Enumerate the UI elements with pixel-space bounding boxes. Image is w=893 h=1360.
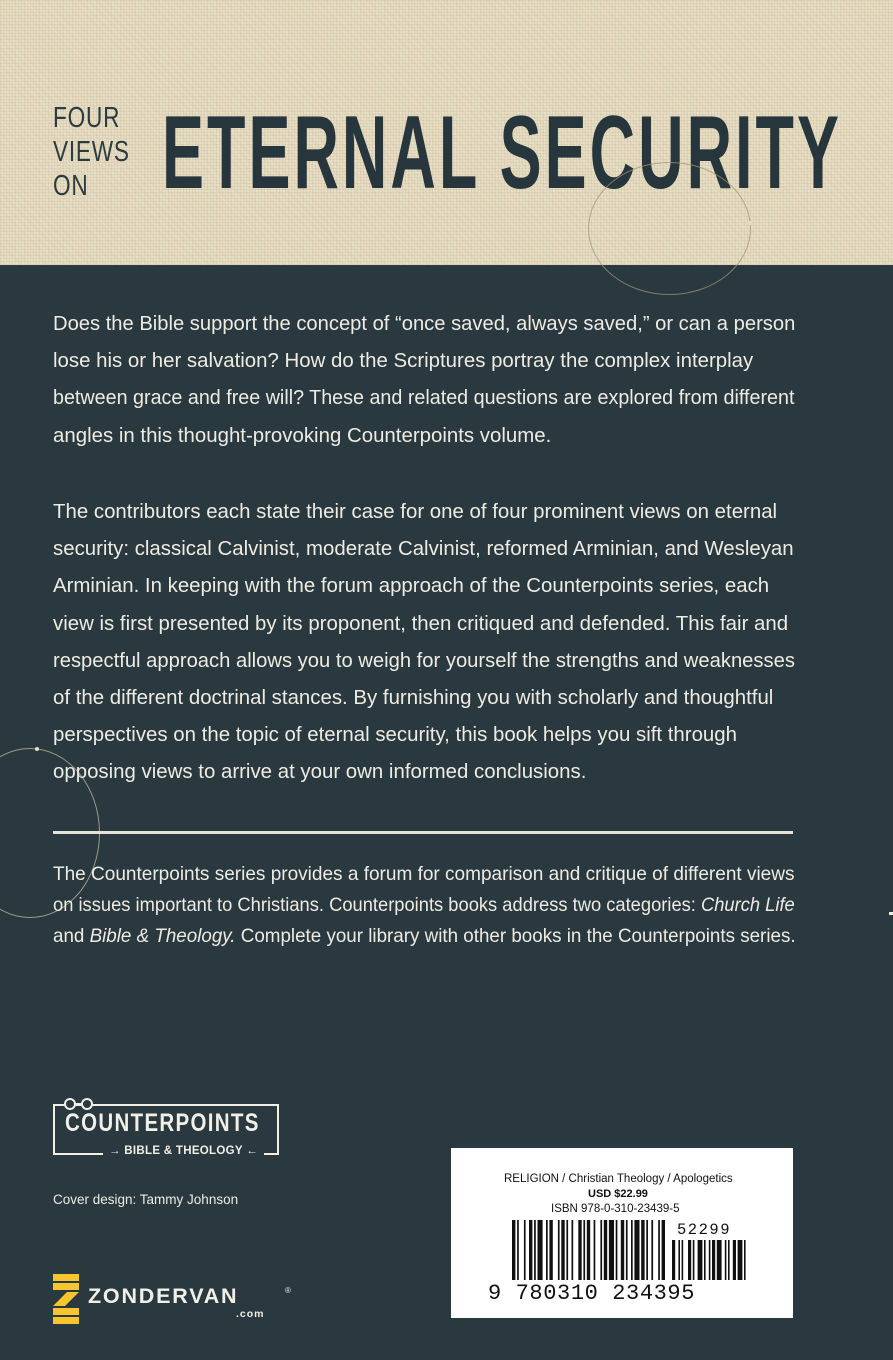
- barcode-bar: [561, 1220, 564, 1280]
- counterpoints-category: [103, 1145, 264, 1157]
- price: USD $22.99: [588, 1188, 648, 1200]
- text-line: Arminian. In keeping with the forum approach of the Counterpoints series, each: [53, 574, 770, 598]
- book-title: ETERNAL SECURITY: [162, 95, 843, 211]
- barcode-bar: [646, 1220, 648, 1280]
- text-line: view is first presented by its proponent, then critiqued and defended. This fair and: [53, 611, 789, 635]
- ean-number: 9 780310 234395: [488, 1281, 696, 1306]
- zondervan-logo: [53, 1274, 293, 1324]
- barcode-panel: [451, 1148, 793, 1318]
- barcode-bar: [566, 1220, 568, 1280]
- barcode-bar: [512, 1220, 515, 1280]
- text-line: opposing views to arrive at your own informed conclusions.: [53, 760, 587, 784]
- divider-rule: [53, 831, 793, 834]
- text-line: The Counterpoints series provides a forum for comparison and critique of different views: [53, 863, 795, 885]
- text-line: between grace and free will? These and related questions are explored from different: [53, 386, 795, 410]
- barcode-bar: [583, 1220, 585, 1280]
- text-line: security: classical Calvinist, moderate Calvinist, reformed Arminian, and Wesleyan: [53, 537, 794, 561]
- barcode-bar: [572, 1220, 574, 1280]
- text-line: [53, 890, 795, 921]
- isbn: ISBN 978-0-310-23439-5: [551, 1203, 680, 1215]
- series-label: [53, 101, 130, 203]
- barcode-bar: [641, 1220, 644, 1280]
- series-blurb: [53, 859, 798, 952]
- registered-mark: ®: [285, 1286, 291, 1295]
- barcode-addon-bar: [717, 1240, 722, 1280]
- text-line: lose his or her salvation? How do the Scriptures portray the complex interplay: [53, 349, 754, 373]
- zondervan-mark-icon: [53, 1274, 81, 1324]
- barcode-bar: [549, 1220, 552, 1280]
- barcode-bar: [534, 1220, 536, 1280]
- text-span: Complete your library with other books in the Counterpoints series.: [235, 925, 796, 947]
- barcode-addon-bar: [693, 1240, 695, 1280]
- decorative-dot: [748, 221, 752, 225]
- barcode-addon-bar: [678, 1240, 680, 1280]
- text-span: and: [53, 925, 90, 947]
- barcode-addon-bar: [709, 1240, 711, 1280]
- barcode-bar: [524, 1220, 526, 1280]
- category-bible-theology: Bible & Theology.: [89, 925, 236, 947]
- arrow-right-icon: →: [109, 1145, 125, 1157]
- text-line: [53, 921, 796, 952]
- barcode-bar: [658, 1220, 660, 1280]
- description-paragraph-2: [53, 493, 798, 791]
- text-line: The contributors each state their case for one of four prominent views on eternal: [53, 500, 778, 523]
- barcode-addon-bar: [733, 1240, 736, 1280]
- barcode-bar: [558, 1220, 560, 1280]
- barcode-addon-bar: [744, 1240, 746, 1280]
- text-line: Does the Bible support the concept of “once saved, always saved,” or can a person: [53, 312, 796, 335]
- zondervan-domain: .com: [236, 1308, 265, 1320]
- series-line-3: ON: [53, 170, 89, 202]
- description-paragraph-1: [53, 305, 798, 454]
- counterpoints-logo: [53, 1097, 279, 1163]
- text-line: of the different doctrinal stances. By furnishing you with scholarly and thoughtful: [53, 686, 774, 710]
- barcode-addon-bar: [682, 1240, 684, 1280]
- bisac-category: RELIGION / Christian Theology / Apologetics: [504, 1173, 733, 1185]
- cover-design-credit: Cover design: Tammy Johnson: [53, 1192, 239, 1207]
- series-line-1: FOUR: [53, 102, 121, 134]
- text-line: perspectives on the topic of eternal security, this book helps you sift through: [53, 723, 738, 747]
- barcode-bar: [609, 1220, 614, 1280]
- barcode-addon-bar: [698, 1240, 703, 1280]
- price-addon-number: 52299: [677, 1221, 732, 1239]
- barcode-addon-bar: [672, 1240, 675, 1280]
- barcode-bar: [529, 1220, 532, 1280]
- decorative-dot: [35, 747, 39, 751]
- barcode-bar: [517, 1220, 519, 1280]
- barcode-bar: [546, 1220, 548, 1280]
- barcode-addon-bar: [688, 1240, 691, 1280]
- series-line-2: VIEWS: [53, 136, 130, 168]
- arrow-left-icon: ←: [242, 1145, 258, 1157]
- category-church-life: Church Life: [700, 894, 795, 916]
- text-span: on issues important to Christians. Counterpoints books address two categories:: [53, 894, 701, 916]
- text-line: angles in this thought-provoking Counterpoints volume.: [53, 423, 552, 447]
- barcode-bar: [587, 1220, 590, 1280]
- linen-header: [0, 0, 893, 265]
- barcode-bar: [662, 1220, 665, 1280]
- barcode-addon-bar: [712, 1240, 715, 1280]
- barcode-addon-bar: [725, 1240, 727, 1280]
- barcode-bar: [651, 1220, 653, 1280]
- text-line: respectful approach allows you to weigh for yourself the strengths and weaknesses: [53, 648, 795, 672]
- barcode-addon-bar: [704, 1240, 706, 1280]
- barcode-bar: [626, 1220, 628, 1280]
- barcode-bars: [512, 1220, 748, 1282]
- barcode-bar: [600, 1220, 602, 1280]
- trim-mark: [889, 912, 893, 915]
- barcode-addon-bar: [738, 1240, 743, 1280]
- counterpoints-category-label: BIBLE & THEOLOGY: [124, 1145, 243, 1157]
- barcode-bar: [604, 1220, 607, 1280]
- decorative-circle-top: [588, 162, 751, 295]
- barcode-addon-bar: [728, 1240, 730, 1280]
- barcode-bar: [594, 1220, 596, 1280]
- barcode-bar: [621, 1220, 624, 1280]
- barcode-bar: [616, 1220, 618, 1280]
- counterpoints-wordmark: COUNTERPOINTS: [65, 1109, 260, 1137]
- barcode-bar: [538, 1220, 543, 1280]
- barcode-bar: [631, 1220, 633, 1280]
- zondervan-wordmark: ZONDERVAN: [88, 1284, 239, 1308]
- barcode-bar: [634, 1220, 639, 1280]
- barcode-bar: [578, 1220, 581, 1280]
